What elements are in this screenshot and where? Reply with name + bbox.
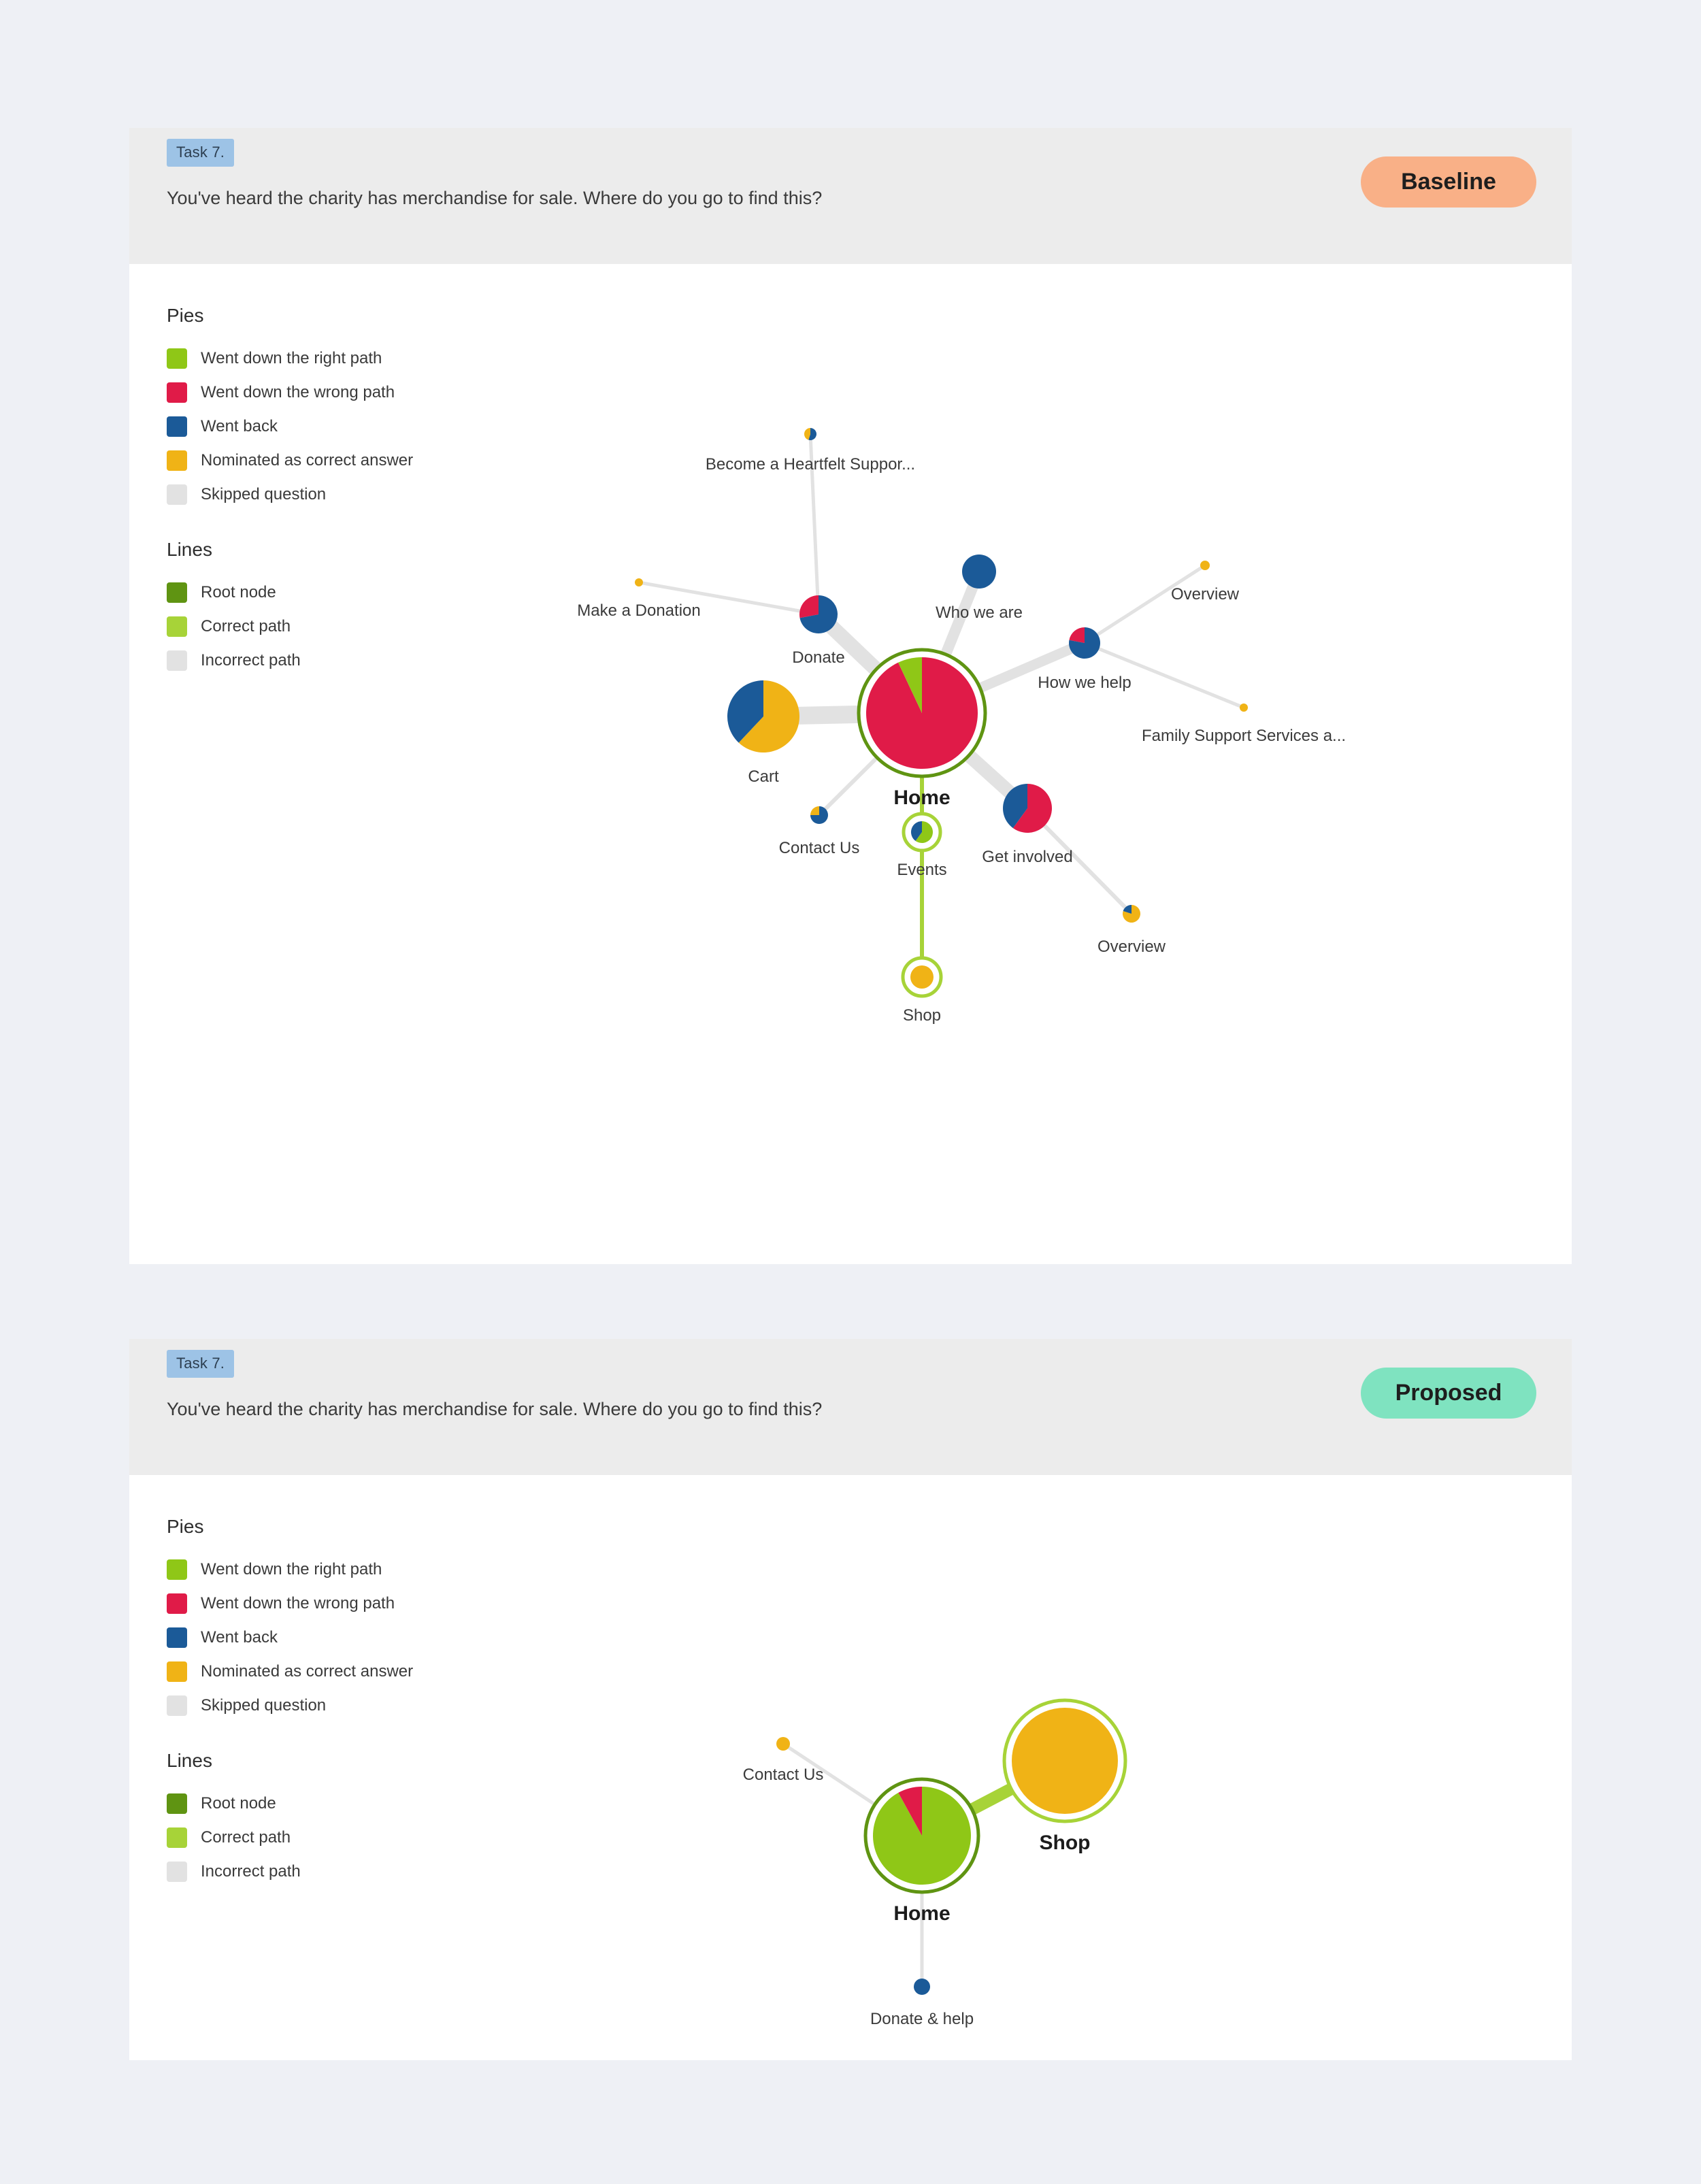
legend-label: Went back [201,1628,278,1647]
legend-lines-title: Lines [167,539,212,560]
graph-node[interactable] [1200,561,1210,570]
legend-label: Incorrect path [201,651,301,669]
graph-node[interactable] [1240,704,1248,712]
legend-lines-title: Lines [167,1750,212,1771]
task-badge: Task 7. [167,1350,234,1378]
pie-slice-nominated [1240,704,1248,712]
node-label-overview-top: Overview [1170,585,1240,603]
node-label-events: Events [897,861,947,879]
pie-slice-nominated [810,806,819,815]
node-label-make-a-donation: Make a Donation [577,601,701,620]
tree-test-graph-baseline [129,264,1572,1264]
node-label-cart: Cart [748,767,779,786]
graph-node[interactable] [799,595,838,633]
proposed-card-header [129,1339,1572,1475]
pie-slice-wrong-path [799,595,819,618]
node-label-overview-bottom: Overview [1097,938,1166,956]
legend-label: Incorrect path [201,1862,301,1881]
graph-node[interactable] [1123,905,1140,923]
task-question: You've heard the charity has merchandise for sale. Where do you go to find this? [167,1399,823,1419]
graph-canvas [129,1475,1572,2060]
node-label-home2: Home [893,1902,951,1925]
graph-node[interactable] [859,650,985,776]
legend-pies-title: Pies [167,305,204,326]
node-label-home: Home [893,787,951,809]
legend-label: Skipped question [201,485,327,503]
legend-label: Went back [201,417,278,435]
legend-label: Went down the right path [201,349,382,367]
graph-node[interactable] [865,1779,978,1892]
baseline-card [129,128,1572,1264]
node-label-get-involved: Get involved [982,848,1073,866]
graph-node[interactable] [635,578,643,586]
tree-test-graph-proposed [129,1475,1572,2060]
pie-slice-nominated [910,965,934,989]
graph-edge [1085,565,1205,643]
graph-node[interactable] [1004,1700,1125,1821]
graph-node[interactable] [904,814,940,850]
graph-node[interactable] [804,428,816,440]
legend-label: Root node [201,1794,276,1813]
graph-node[interactable] [1069,627,1100,659]
legend-label: Nominated as correct answer [201,451,414,469]
proposed-card [129,1339,1572,2060]
graph-node[interactable] [727,680,799,752]
node-label-donate-help2: Donate & help [870,2010,974,2028]
graph-node[interactable] [776,1737,790,1751]
legend-label: Correct path [201,617,291,635]
pie-slice-nominated [635,578,643,586]
node-label-become-supporter: Become a Heartfelt Suppor... [705,455,916,474]
task-badge: Task 7. [167,139,234,167]
pie-slice-nominated [1200,561,1210,570]
node-label-how-we-help: How we help [1038,674,1132,692]
legend-label: Skipped question [201,1696,327,1715]
graph-node[interactable] [914,1979,930,1995]
baseline-card-body [129,264,1572,1264]
legend-label: Went down the wrong path [201,383,395,401]
variant-badge-proposed: Proposed [1361,1368,1536,1419]
pie-slice-went-back [962,555,996,589]
node-label-contact-us2: Contact Us [742,1766,824,1784]
legend-label: Nominated as correct answer [201,1662,414,1681]
node-label-who-we-are: Who we are [935,603,1023,622]
pie-slice-nominated [776,1737,790,1751]
legend-label: Root node [201,583,276,601]
legend-label: Went down the right path [201,1560,382,1578]
node-label-contact-us: Contact Us [778,839,860,857]
graph-node[interactable] [962,555,996,589]
proposed-card-body [129,1475,1572,2060]
pie-slice-went-back [914,1979,930,1995]
graph-node[interactable] [903,958,941,996]
node-label-family-support: Family Support Services a... [1141,727,1347,745]
node-label-donate: Donate [792,648,845,667]
task-question: You've heard the charity has merchandise for sale. Where do you go to find this? [167,188,823,208]
graph-node[interactable] [810,806,828,824]
variant-badge-baseline: Baseline [1361,156,1536,208]
graph-canvas [129,264,1572,1264]
node-label-shop: Shop [902,1006,942,1025]
legend-label: Correct path [201,1828,291,1847]
legend-label: Went down the wrong path [201,1594,395,1612]
node-label-shop2: Shop [1039,1832,1091,1854]
baseline-card-header [129,128,1572,264]
pie-slice-nominated [1012,1708,1118,1814]
legend-pies-title: Pies [167,1516,204,1537]
graph-node[interactable] [1003,784,1052,833]
